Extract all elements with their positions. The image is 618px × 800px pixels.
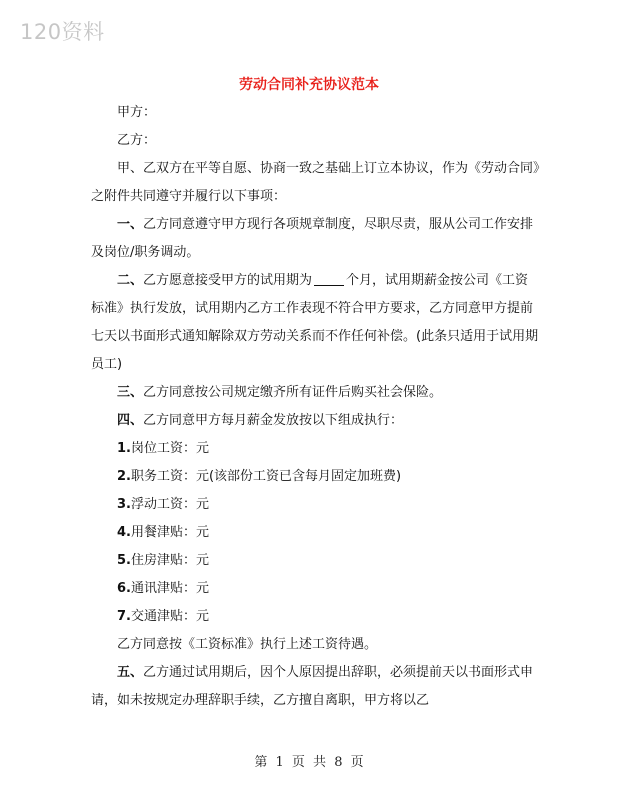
item-number: 5.	[117, 553, 131, 568]
clause-number: 一、	[117, 217, 144, 232]
clause-4	[91, 407, 541, 435]
salary-item	[91, 575, 541, 603]
salary-item	[91, 519, 541, 547]
item-text: 职务工资：元(该部份工资已含每月固定加班费)	[130, 469, 402, 484]
clause-2	[91, 267, 541, 379]
salary-note: 乙方同意按《工资标准》执行上述工资待遇。	[117, 637, 378, 652]
clause-text: 乙方愿意接受甲方的试用期为	[143, 273, 313, 288]
salary-item	[91, 435, 541, 463]
intro-paragraph: 甲、乙双方在平等自愿、协商一致之基础上订立本协议，作为《劳动合同》之附件共同遵守并履行以下事项：	[91, 161, 540, 204]
salary-item	[91, 463, 541, 491]
party-a-line: 甲方：	[117, 105, 157, 120]
item-number: 4.	[117, 525, 131, 540]
clause-number: 二、	[117, 273, 144, 288]
party-b-line: 乙方：	[117, 133, 157, 148]
item-text: 用餐津贴：元	[130, 525, 209, 540]
blank-line	[314, 271, 344, 286]
clause-text: 乙方通过试用期后，因个人原因提出辞职，必须提前天以书面形式申请，如未按规定办理辞职手续，乙方擅自离职，甲方将以乙	[91, 665, 534, 708]
clause-1	[91, 211, 541, 267]
clause-number: 三、	[117, 385, 144, 400]
document-body	[91, 99, 541, 715]
page-footer: 第 1 页 共 8 页	[254, 755, 364, 770]
clause-text: 乙方同意遵守甲方现行各项规章制度，尽职尽责，服从公司工作安排及岗位/职务调动。	[91, 217, 534, 260]
item-number: 1.	[117, 441, 131, 456]
item-number: 6.	[117, 581, 131, 596]
clause-number: 五、	[117, 665, 144, 680]
clause-text: 个月，试用期薪金按公司《工资标准》执行发放，试用期内乙方工作表现不符合甲方要求，乙方同意甲方提前七天以书面形式通知解除双方劳动关系而不作任何补偿。(此条只适用于试用期员工)	[91, 273, 539, 372]
salary-item	[91, 603, 541, 631]
clause-3	[91, 379, 541, 407]
clause-text: 乙方同意按公司规定缴齐所有证件后购买社会保险。	[143, 385, 443, 400]
item-number: 2.	[117, 469, 131, 484]
salary-item	[91, 547, 541, 575]
item-text: 住房津贴：元	[130, 553, 209, 568]
watermark: 120资料	[20, 20, 105, 44]
clause-number: 四、	[117, 413, 144, 428]
item-text: 岗位工资：元	[130, 441, 209, 456]
clause-text: 乙方同意甲方每月薪金发放按以下组成执行：	[143, 413, 404, 428]
document-title: 劳动合同补充协议范本	[239, 77, 379, 93]
item-text: 交通津贴：元	[130, 609, 209, 624]
item-text: 浮动工资：元	[130, 497, 209, 512]
clause-5	[91, 659, 541, 715]
salary-item	[91, 491, 541, 519]
item-number: 7.	[117, 609, 131, 624]
item-number: 3.	[117, 497, 131, 512]
item-text: 通讯津贴：元	[130, 581, 209, 596]
